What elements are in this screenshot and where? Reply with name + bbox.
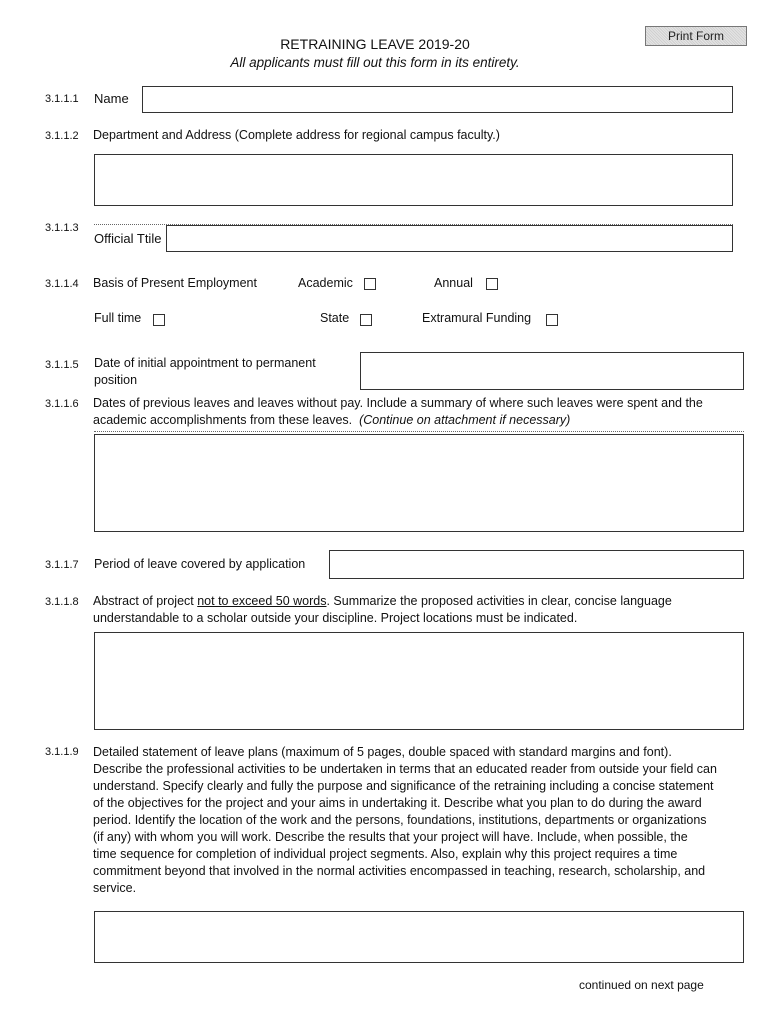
item-number-employment: 3.1.1.4 <box>45 278 79 290</box>
annual-checkbox[interactable] <box>486 278 498 290</box>
annual-label: Annual <box>434 276 473 290</box>
extramural-checkbox[interactable] <box>546 314 558 326</box>
print-form-button[interactable]: Print Form <box>645 26 747 46</box>
item-number-name: 3.1.1.1 <box>45 93 79 105</box>
previous-leaves-note: (Continue on attachment if necessary) <box>359 413 571 427</box>
previous-leaves-line2 <box>93 413 570 427</box>
item-number-appointment: 3.1.1.5 <box>45 359 79 371</box>
form-title: RETRAINING LEAVE 2019-20 <box>280 36 470 52</box>
abstract-post: . Summarize the proposed activities in clear, concise language <box>326 594 672 608</box>
plans-line: service. <box>93 881 137 895</box>
plans-line: of the objectives for the project and your aims in undertaking it. Describe what you plan to do during the award <box>93 796 702 810</box>
period-label: Period of leave covered by application <box>94 557 306 571</box>
plans-line: commitment beyond that involved in the normal activities encompassed in teaching, research, scholarship, and <box>93 864 706 878</box>
abstract-field[interactable] <box>94 632 744 730</box>
state-label: State <box>320 311 350 325</box>
official-title-field[interactable] <box>166 225 733 252</box>
state-checkbox[interactable] <box>360 314 372 326</box>
plans-line: understand. Specify clearly and fully the purpose and significance of the retraining including a concise statement <box>93 779 714 793</box>
previous-leaves-field[interactable] <box>94 434 744 532</box>
previous-leaves-text: academic accomplishments from these leaves. <box>93 413 353 427</box>
appointment-label-line2: position <box>94 373 138 387</box>
plans-description <box>93 744 748 897</box>
item-number-period: 3.1.1.7 <box>45 559 79 571</box>
item-number-plans: 3.1.1.9 <box>45 746 79 758</box>
appointment-date-field[interactable] <box>360 352 744 390</box>
plans-line: time sequence for completion of individual project segments. Also, explain why this project requires a time <box>93 847 678 861</box>
period-field[interactable] <box>329 550 744 579</box>
employment-label: Basis of Present Employment <box>93 276 257 290</box>
appointment-label-line1: Date of initial appointment to permanent <box>94 356 316 370</box>
name-label: Name <box>94 91 129 106</box>
abstract-line1 <box>93 594 672 608</box>
plans-line: period. Identify the location of the work and the persons, foundations, institutions, departments or organizations <box>93 813 707 827</box>
name-field[interactable] <box>142 86 733 113</box>
plans-line: Describe the professional activities to be undertaken in terms that an educated reader from outside your field can <box>93 762 717 776</box>
abstract-line2: understandable to a scholar outside your discipline. Project locations must be indicated. <box>93 611 578 625</box>
fulltime-checkbox[interactable] <box>153 314 165 326</box>
dept-address-field[interactable] <box>94 154 733 206</box>
item-number-dept: 3.1.1.2 <box>45 130 79 142</box>
item-number-title: 3.1.1.3 <box>45 222 79 234</box>
form-subtitle: All applicants must fill out this form in its entirety. <box>230 55 520 70</box>
item-number-previous: 3.1.1.6 <box>45 398 79 410</box>
academic-label: Academic <box>298 276 353 290</box>
abstract-pre: Abstract of project <box>93 594 198 608</box>
official-title-label: Official Ttile <box>94 231 162 246</box>
extramural-label: Extramural Funding <box>422 311 532 325</box>
dept-label: Department and Address (Complete address for regional campus faculty.) <box>93 128 500 142</box>
abstract-word-limit: not to exceed 50 words <box>197 594 327 608</box>
academic-checkbox[interactable] <box>364 278 376 290</box>
plans-field[interactable] <box>94 911 744 963</box>
plans-line: (if any) with whom you will work. Describe the results that your project will have. Include, when possible, the <box>93 830 688 844</box>
fulltime-label: Full time <box>94 311 142 325</box>
item-number-abstract: 3.1.1.8 <box>45 596 79 608</box>
divider <box>94 431 744 432</box>
continued-note: continued on next page <box>579 978 704 992</box>
previous-leaves-line1: Dates of previous leaves and leaves without pay. Include a summary of where such leaves were spent and the <box>93 396 703 410</box>
plans-line: Detailed statement of leave plans (maximum of 5 pages, double spaced with standard margins and font). <box>93 745 672 759</box>
